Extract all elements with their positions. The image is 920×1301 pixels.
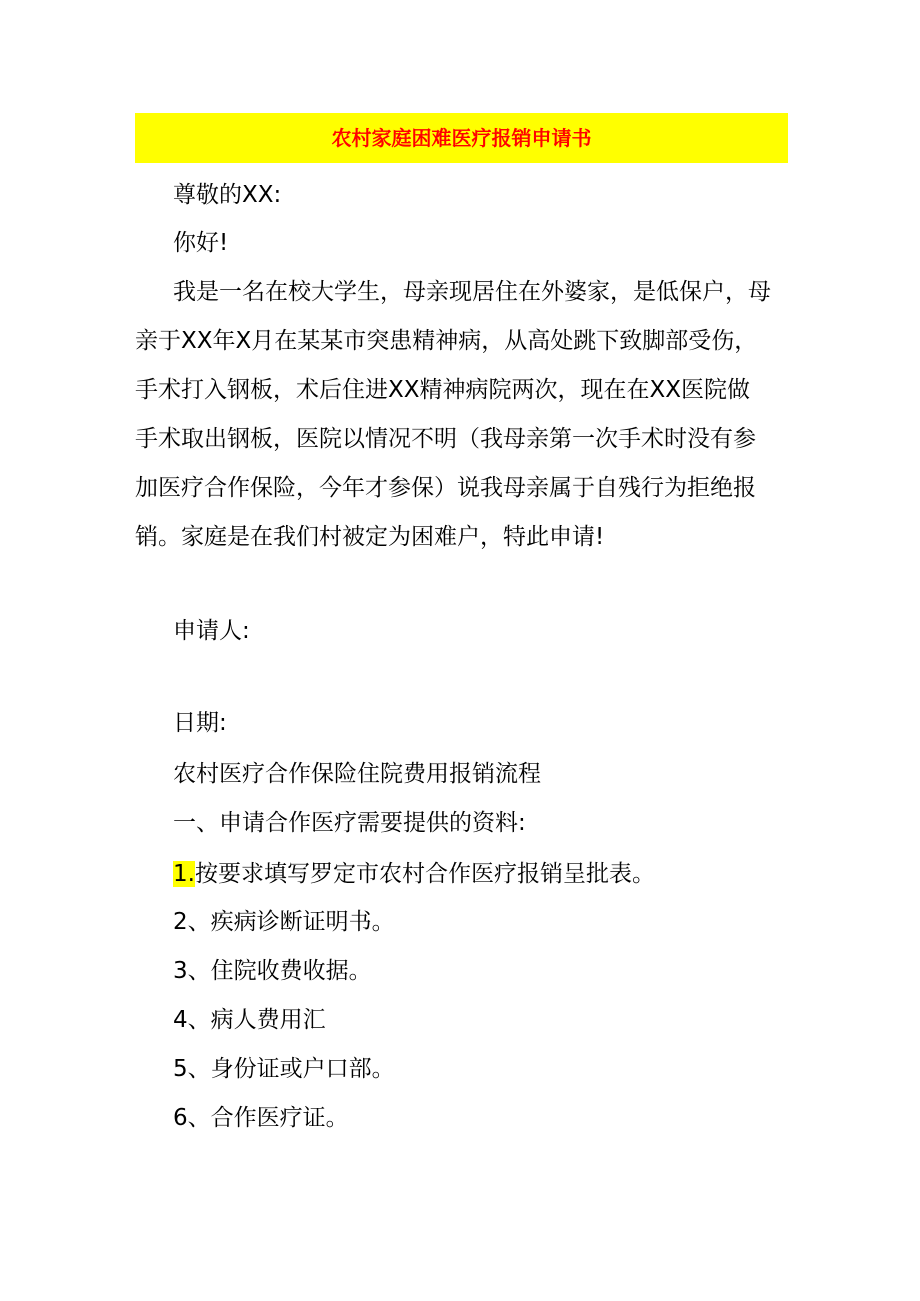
item-text: 按要求填写罗定市农村合作医疗报销呈批表。 — [194, 861, 655, 887]
body-line: 销。家庭是在我们村被定为困难户，特此申请! — [135, 524, 605, 550]
applicant-label: 申请人: — [173, 618, 250, 644]
salutation: 尊敬的XX: — [173, 182, 282, 208]
body-line: 我是一名在校大学生，母亲现居住在外婆家，是低保户，母 — [173, 279, 771, 305]
requirement-item: 3、住院收费收据。 — [173, 958, 372, 984]
title-banner — [135, 113, 788, 163]
requirement-item: 5、身份证或户口部。 — [173, 1056, 395, 1082]
document-title: 农村家庭困难医疗报销申请书 — [331, 126, 592, 150]
date-label: 日期: — [173, 710, 227, 736]
body-line: 加医疗合作保险，今年才参保）说我母亲属于自残行为拒绝报 — [135, 475, 756, 501]
requirement-item: 2、疾病诊断证明书。 — [173, 909, 395, 935]
greeting: 你好! — [173, 230, 229, 256]
requirement-item-1 — [173, 859, 655, 889]
requirement-item: 4、病人费用汇 — [173, 1007, 326, 1033]
section-title: 农村医疗合作保险住院费用报销流程 — [173, 761, 541, 787]
body-line: 手术打入钢板，术后住进XX精神病院两次，现在在XX医院做 — [135, 377, 751, 403]
body-line: 亲于XX年X月在某某市突患精神病，从高处跳下致脚部受伤， — [135, 328, 758, 354]
requirement-item: 6、合作医疗证。 — [173, 1105, 349, 1131]
requirements-heading: 一、申请合作医疗需要提供的资料: — [173, 810, 526, 836]
body-line: 手术取出钢板，医院以情况不明（我母亲第一次手术时没有参 — [135, 426, 756, 452]
item-number-highlight: 1. — [173, 861, 195, 887]
